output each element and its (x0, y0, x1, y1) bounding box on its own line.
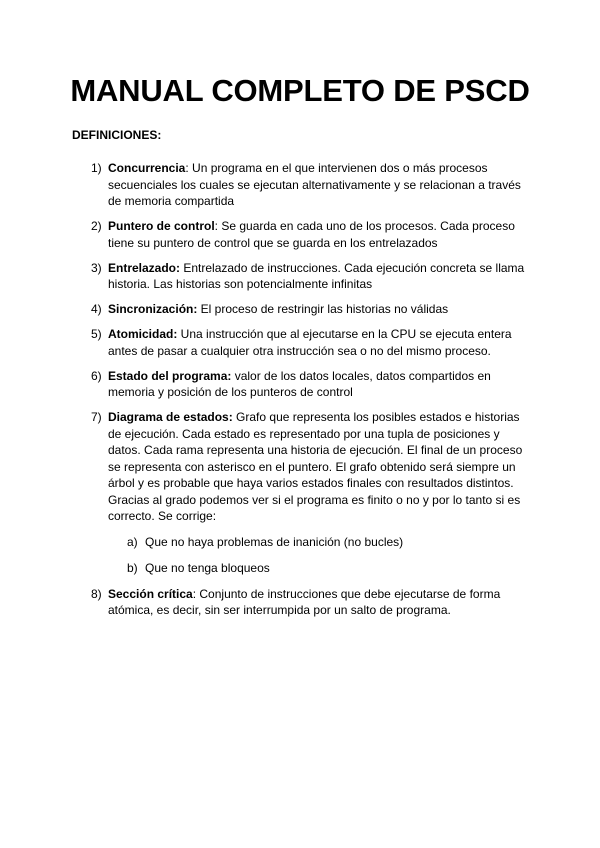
criteria-sublist (108, 534, 530, 577)
definition-body: : Conjunto de instrucciones que debe ejecutarse de forma atómica, es decir, sin ser interrumpida por un salto de programa. (108, 586, 501, 617)
subitem-text: Que no haya problemas de inanición (no bucles) (145, 534, 404, 549)
definition-number: 2) (91, 219, 102, 233)
definition-number: 7) (91, 410, 102, 424)
section-heading: DEFINICIONES: (72, 128, 162, 142)
definition-term: Puntero de control (108, 219, 215, 233)
subitem-letter: b) (127, 560, 138, 575)
definition-body: El proceso de restringir las historias no válidas (197, 302, 449, 316)
definition-number: 1) (91, 161, 102, 175)
definition-term: Concurrencia (108, 161, 186, 175)
definition-item (0, 368, 600, 401)
definition-item (0, 586, 600, 619)
definition-item (0, 260, 600, 293)
subitem-letter: a) (127, 534, 138, 549)
definition-item (0, 409, 600, 576)
definition-term: Sincronización: (108, 302, 198, 316)
definition-body: : Se guarda en cada uno de los procesos. Cada proceso tiene su puntero de control que se guarda en los entrelazados (108, 219, 515, 250)
definition-number: 8) (91, 586, 102, 601)
definition-term: Diagrama de estados: (108, 410, 233, 424)
definition-number: 6) (91, 368, 102, 383)
subitem-text: Que no tenga bloqueos (145, 560, 270, 575)
definition-body: valor de los datos locales, datos compartidos en memoria y posición de los punteros de control (108, 368, 491, 399)
definition-item (0, 326, 600, 359)
definition-term: Sección crítica (108, 586, 193, 601)
definition-term: Entrelazado: (108, 260, 181, 275)
definition-body: Una instrucción que al ejecutarse en la CPU se ejecuta entera antes de pasar a cualquier otra instrucción sea o no del mismo proceso. (108, 327, 512, 358)
definition-number: 4) (91, 302, 102, 316)
definition-number: 5) (91, 327, 102, 341)
definition-body: Entrelazado de instrucciones. Cada ejecución concreta se llama historia. Las historias son potencialmente infinitas (108, 260, 525, 291)
definition-body: : Un programa en el que intervienen dos o más procesos secuenciales los cuales se ejecutan alternativamente y se relacionan a través de memoria compartida (108, 161, 521, 208)
definition-term: Estado del programa: (108, 368, 232, 383)
definition-item (0, 160, 600, 210)
document-title: MANUAL COMPLETO DE PSCD (70, 73, 530, 108)
definitions-list (0, 160, 600, 627)
definition-number: 3) (91, 260, 102, 275)
definition-term: Atomicidad: (108, 327, 178, 341)
definition-item (0, 218, 600, 251)
definition-item (0, 301, 600, 318)
criteria-subitem (108, 560, 530, 577)
criteria-subitem (108, 534, 530, 551)
definition-body: Grafo que representa los posibles estados e historias de ejecución. Cada estado es representado por una tupla de posiciones y datos. Cada rama representa una historia de ejecución. El final de un proceso se representa con asterisco en el puntero. El grafo obtenido será siempre un árbol y es probable que haya varios estados finales con resultados distintos. Gracias al grado podemos ver si el programa es finito o no y por lo tanto si es correcto. Se corrige: (108, 410, 523, 523)
